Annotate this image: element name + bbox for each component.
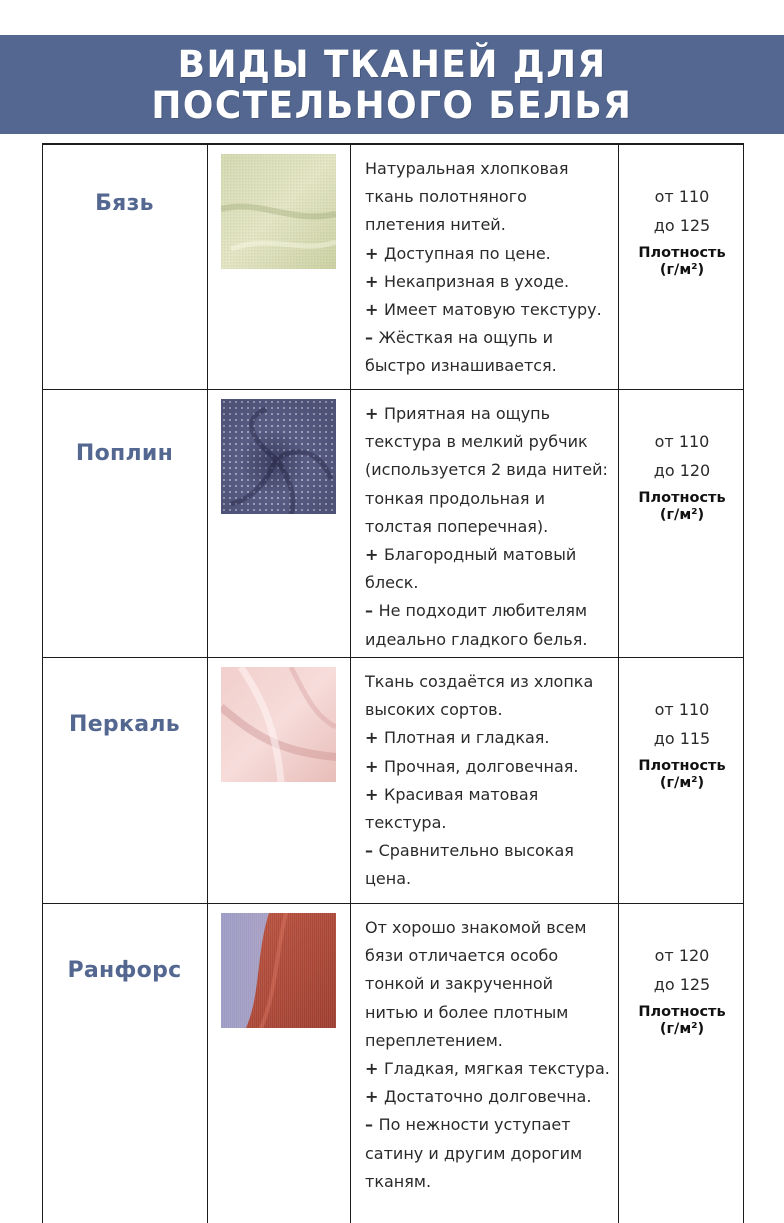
lilac-and-red-fabric-image <box>221 913 336 1028</box>
density-to: до 125 <box>653 975 711 994</box>
fabric-swatch-image <box>221 913 336 1028</box>
description-line: цена. <box>365 869 412 889</box>
description-line: тонкой и закрученной <box>365 974 553 994</box>
description-line: плетения нитей. <box>365 215 506 235</box>
fabric-description <box>365 668 617 894</box>
density-cell <box>620 941 744 1038</box>
fabric-description <box>365 914 617 1196</box>
table-row-byaz <box>42 145 744 390</box>
density-from: от 110 <box>654 432 710 451</box>
description-line: – По нежности уступает <box>365 1115 571 1135</box>
description-line: (используется 2 вида нитей: <box>365 460 608 480</box>
density-unit: (г/м²) <box>659 1021 705 1037</box>
fabric-name: Поплин <box>75 441 174 466</box>
density-from: от 110 <box>654 187 710 206</box>
description-line: – Жёсткая на ощупь и <box>365 328 554 348</box>
description-line: + Имеет матовую текстуру. <box>365 300 602 320</box>
table-row-poplin <box>42 390 744 658</box>
table-row-ranfors <box>42 904 744 1200</box>
fabric-name: Бязь <box>95 191 154 216</box>
density-to: до 115 <box>653 729 711 748</box>
title-banner <box>0 35 784 134</box>
density-unit: (г/м²) <box>659 262 705 278</box>
density-to: до 125 <box>653 216 711 235</box>
description-line: + Приятная на ощупь <box>365 404 551 423</box>
description-line: сатину и другим дорогим <box>365 1143 583 1163</box>
density-label: Плотность <box>638 490 726 506</box>
description-line: нитью и более плотным <box>365 1002 569 1022</box>
description-line: + Достаточно долговечна. <box>365 1087 592 1107</box>
description-line: блеск. <box>365 573 419 593</box>
description-line: Ткань создаётся из хлопка <box>365 672 594 691</box>
description-line: + Красивая матовая <box>365 784 539 804</box>
density-unit: (г/м²) <box>659 775 705 791</box>
blue-dotted-fabric-image <box>221 399 336 514</box>
fabric-swatch-image <box>221 154 336 269</box>
description-line: тканям. <box>365 1171 432 1191</box>
description-line: бязи отличается особо <box>365 946 559 966</box>
description-line: переплетением. <box>365 1030 503 1050</box>
density-cell <box>620 427 744 524</box>
fabric-name: Перкаль <box>69 712 180 737</box>
description-line: быстро изнашивается. <box>365 356 557 376</box>
description-line: Натуральная хлопковая <box>365 159 569 178</box>
description-line: текстура. <box>365 813 447 833</box>
description-line: – Сравнительно высокая <box>365 841 574 861</box>
description-line: толстая поперечная). <box>365 516 549 536</box>
description-line: высоких сортов. <box>365 700 503 720</box>
description-line: – Не подходит любителям <box>365 601 588 621</box>
description-line: идеально гладкого белья. <box>365 629 588 649</box>
fabric-name: Ранфорс <box>67 958 182 983</box>
description-line: + Некапризная в уходе. <box>365 271 570 291</box>
fabric-swatch-image <box>221 667 336 782</box>
density-label: Плотность <box>638 245 726 261</box>
page-title-line-1: ВИДЫ ТКАНЕЙ ДЛЯ <box>177 42 607 86</box>
description-line: тонкая продольная и <box>365 488 546 508</box>
fabric-swatch-image <box>221 399 336 514</box>
density-unit: (г/м²) <box>659 507 705 523</box>
description-line: + Плотная и гладкая. <box>365 728 550 748</box>
density-to: до 120 <box>653 461 711 480</box>
density-cell <box>620 182 744 279</box>
description-line: + Доступная по цене. <box>365 243 551 263</box>
density-label: Плотность <box>638 758 726 774</box>
description-line: + Гладкая, мягкая текстура. <box>365 1059 610 1079</box>
table-row-percale <box>42 658 744 904</box>
light-green-fabric-image <box>221 154 336 269</box>
description-line: + Прочная, долговечная. <box>365 756 579 776</box>
pink-fabric-image <box>221 667 336 782</box>
description-line: От хорошо знакомой всем <box>365 918 587 937</box>
density-cell <box>620 695 744 792</box>
fabric-description <box>365 155 617 381</box>
description-line: текстура в мелкий рубчик <box>365 432 588 452</box>
description-line: + Благородный матовый <box>365 545 577 565</box>
fabric-description <box>365 400 617 654</box>
density-from: от 110 <box>654 700 710 719</box>
description-line: ткань полотняного <box>365 187 527 207</box>
page-title-line-2: ПОСТЕЛЬНОГО БЕЛЬЯ <box>151 83 633 127</box>
density-from: от 120 <box>654 946 710 965</box>
density-label: Плотность <box>638 1004 726 1020</box>
